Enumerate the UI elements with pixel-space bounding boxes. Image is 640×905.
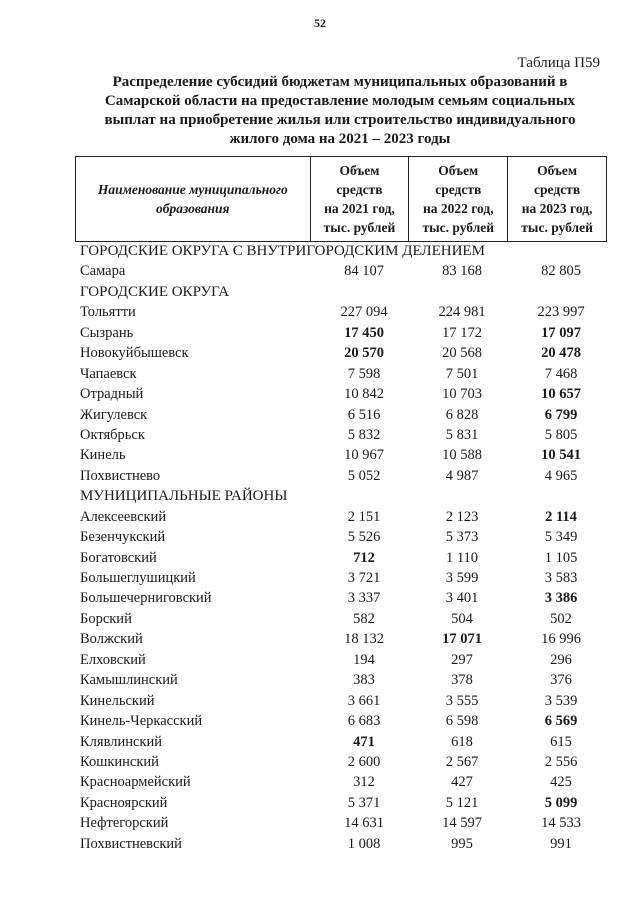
header-2022: Объем средств на 2022 год, тыс. рублей bbox=[408, 157, 507, 241]
municipality-name: Новокуйбышевск bbox=[80, 345, 189, 362]
value-2023: 223 997 bbox=[537, 304, 585, 321]
value-2021: 5 371 bbox=[347, 794, 381, 811]
value-2021: 312 bbox=[353, 774, 375, 791]
section-heading bbox=[80, 241, 610, 261]
value-2023: 17 097 bbox=[541, 324, 581, 341]
value-2021: 6 683 bbox=[347, 713, 381, 730]
header-name: Наименование муниципального образования bbox=[75, 157, 310, 241]
table-row bbox=[80, 650, 610, 670]
value-2022: 427 bbox=[451, 774, 473, 791]
value-2021: 17 450 bbox=[344, 324, 384, 341]
value-2023: 7 468 bbox=[544, 365, 578, 382]
value-2022: 6 598 bbox=[445, 713, 479, 730]
value-2021: 3 661 bbox=[347, 692, 381, 709]
table-row bbox=[80, 527, 610, 547]
value-2021: 2 600 bbox=[347, 753, 381, 770]
value-2022: 2 567 bbox=[445, 753, 479, 770]
table-row bbox=[80, 834, 610, 854]
table-row bbox=[80, 323, 610, 343]
value-2023: 16 996 bbox=[541, 631, 581, 648]
table-row bbox=[80, 732, 610, 752]
value-2021: 84 107 bbox=[344, 263, 384, 280]
value-2021: 712 bbox=[353, 549, 375, 566]
municipality-name: Кошкинский bbox=[80, 753, 159, 770]
value-2022: 297 bbox=[451, 651, 473, 668]
table-row bbox=[80, 343, 610, 363]
value-2023: 2 114 bbox=[545, 508, 577, 525]
table-row bbox=[80, 425, 610, 445]
value-2021: 1 008 bbox=[347, 835, 381, 852]
municipality-name: Отрадный bbox=[80, 386, 144, 403]
table-row bbox=[80, 384, 610, 404]
municipality-name: Красноярский bbox=[80, 794, 168, 811]
value-2021: 383 bbox=[353, 672, 375, 689]
value-2021: 10 967 bbox=[344, 447, 384, 464]
table-row bbox=[80, 405, 610, 425]
value-2023: 14 533 bbox=[541, 815, 581, 832]
value-2022: 4 987 bbox=[445, 467, 479, 484]
value-2023: 5 349 bbox=[544, 529, 578, 546]
table-row bbox=[80, 629, 610, 649]
municipality-name: Клявлинский bbox=[80, 733, 162, 750]
value-2022: 3 599 bbox=[445, 570, 479, 586]
value-2022: 5 121 bbox=[445, 794, 479, 811]
value-2021: 2 151 bbox=[347, 508, 381, 525]
value-2023: 5 099 bbox=[544, 794, 578, 811]
municipality-name: Елховский bbox=[80, 651, 146, 668]
value-2023: 20 478 bbox=[541, 345, 581, 362]
table-row bbox=[80, 364, 610, 384]
municipality-name: Камышлинский bbox=[80, 672, 178, 689]
table-row bbox=[80, 261, 610, 281]
municipality-name: Октябрьск bbox=[80, 426, 145, 443]
value-2022: 618 bbox=[451, 733, 473, 750]
value-2023: 4 965 bbox=[544, 467, 578, 484]
municipality-name: Самара bbox=[80, 263, 126, 280]
value-2023: 10 541 bbox=[541, 447, 581, 464]
value-2023: 6 569 bbox=[544, 713, 578, 730]
municipality-name: Большеглушицкий bbox=[80, 570, 196, 586]
value-2023: 82 805 bbox=[541, 263, 581, 280]
municipality-name: Большечерниговский bbox=[80, 590, 212, 607]
section-label: МУНИЦИПАЛЬНЫЕ РАЙОНЫ bbox=[80, 488, 288, 505]
value-2021: 18 132 bbox=[344, 631, 384, 648]
section-label: ГОРОДСКИЕ ОКРУГА С ВНУТРИГОРОДСКИМ ДЕЛЕНИЕМ bbox=[80, 243, 485, 259]
value-2022: 504 bbox=[451, 610, 473, 627]
value-2022: 5 373 bbox=[445, 529, 479, 546]
value-2023: 5 805 bbox=[544, 426, 578, 443]
header-2021: Объем средств на 2021 год, тыс. рублей bbox=[310, 157, 409, 241]
value-2022: 5 831 bbox=[445, 426, 479, 443]
value-2023: 3 539 bbox=[544, 692, 578, 709]
municipality-name: Красноармейский bbox=[80, 774, 191, 791]
value-2022: 3 401 bbox=[445, 590, 479, 607]
municipality-name: Чапаевск bbox=[80, 365, 137, 382]
value-2021: 582 bbox=[353, 610, 375, 627]
value-2022: 20 568 bbox=[442, 345, 482, 362]
municipality-name: Похвистнево bbox=[80, 467, 161, 484]
value-2022: 224 981 bbox=[438, 304, 486, 321]
value-2023: 502 bbox=[550, 610, 572, 627]
municipality-name: Нефтегорский bbox=[80, 815, 169, 832]
value-2021: 3 337 bbox=[347, 590, 381, 607]
value-2023: 10 657 bbox=[541, 386, 581, 403]
table-row bbox=[80, 813, 610, 833]
value-2023: 1 105 bbox=[544, 549, 578, 566]
table-row bbox=[80, 588, 610, 608]
value-2022: 10 703 bbox=[442, 386, 482, 403]
value-2022: 1 110 bbox=[445, 549, 479, 566]
value-2021: 6 516 bbox=[347, 406, 381, 423]
value-2023: 3 583 bbox=[544, 570, 578, 586]
value-2021: 5 526 bbox=[347, 529, 381, 546]
table-row bbox=[80, 752, 610, 772]
table-row bbox=[80, 772, 610, 792]
value-2023: 425 bbox=[550, 774, 572, 791]
value-2021: 471 bbox=[353, 733, 375, 750]
municipality-name: Кинельский bbox=[80, 692, 155, 709]
value-2022: 995 bbox=[451, 835, 473, 852]
table-row bbox=[80, 568, 610, 588]
value-2023: 991 bbox=[550, 835, 572, 852]
table-row bbox=[80, 793, 610, 813]
page-number: 52 bbox=[314, 16, 326, 30]
value-2023: 3 386 bbox=[544, 590, 578, 607]
value-2023: 2 556 bbox=[544, 753, 578, 770]
value-2021: 5 052 bbox=[347, 467, 381, 484]
municipality-name: Кинель-Черкасский bbox=[80, 713, 203, 730]
table-row bbox=[80, 445, 610, 465]
table-row bbox=[80, 711, 610, 731]
table-label: Таблица П59 bbox=[517, 55, 600, 71]
table-row bbox=[80, 670, 610, 690]
municipality-name: Тольятти bbox=[80, 304, 136, 321]
value-2022: 17 071 bbox=[442, 631, 482, 648]
table-body bbox=[80, 241, 610, 854]
table-row bbox=[80, 302, 610, 322]
value-2021: 10 842 bbox=[344, 386, 384, 403]
table-row bbox=[80, 609, 610, 629]
table-row bbox=[80, 466, 610, 486]
municipality-name: Волжский bbox=[80, 631, 143, 648]
value-2021: 14 631 bbox=[344, 815, 384, 832]
table-row bbox=[80, 548, 610, 568]
value-2023: 296 bbox=[550, 651, 572, 668]
value-2021: 20 570 bbox=[344, 345, 384, 362]
value-2021: 5 832 bbox=[347, 426, 381, 443]
section-heading bbox=[80, 282, 610, 302]
municipality-name: Алексеевский bbox=[80, 508, 167, 525]
municipality-name: Похвистневский bbox=[80, 835, 182, 852]
table-row bbox=[80, 691, 610, 711]
value-2022: 17 172 bbox=[442, 324, 482, 341]
value-2021: 194 bbox=[353, 651, 375, 668]
value-2022: 6 828 bbox=[445, 406, 479, 423]
table-header bbox=[75, 156, 607, 242]
value-2022: 3 555 bbox=[445, 692, 479, 709]
value-2022: 2 123 bbox=[445, 508, 479, 525]
value-2022: 83 168 bbox=[442, 263, 482, 280]
section-heading bbox=[80, 486, 610, 506]
value-2021: 3 721 bbox=[347, 570, 381, 586]
municipality-name: Жигулевск bbox=[80, 406, 148, 423]
municipality-name: Богатовский bbox=[80, 549, 157, 566]
municipality-name: Кинель bbox=[80, 447, 126, 464]
municipality-name: Безенчукский bbox=[80, 529, 166, 546]
municipality-name: Борский bbox=[80, 610, 132, 627]
value-2022: 378 bbox=[451, 672, 473, 689]
value-2022: 10 588 bbox=[442, 447, 482, 464]
section-label: ГОРОДСКИЕ ОКРУГА bbox=[80, 283, 230, 300]
value-2023: 615 bbox=[550, 733, 572, 750]
value-2021: 7 598 bbox=[347, 365, 381, 382]
document-title: Распределение субсидий бюджетам муниципальных образований в Самарской области на предоставление молодым семьям социальных выплат на приобретение жилья или строительство индивидуального жилого дома на 2021 – 2023 годы bbox=[104, 74, 576, 147]
value-2022: 7 501 bbox=[445, 365, 479, 382]
value-2021: 227 094 bbox=[340, 304, 388, 321]
value-2023: 376 bbox=[550, 672, 572, 689]
municipality-name: Сызрань bbox=[80, 324, 134, 341]
table-row bbox=[80, 507, 610, 527]
header-2023: Объем средств на 2023 год, тыс. рублей bbox=[507, 157, 607, 241]
value-2023: 6 799 bbox=[544, 406, 578, 423]
value-2022: 14 597 bbox=[442, 815, 482, 832]
